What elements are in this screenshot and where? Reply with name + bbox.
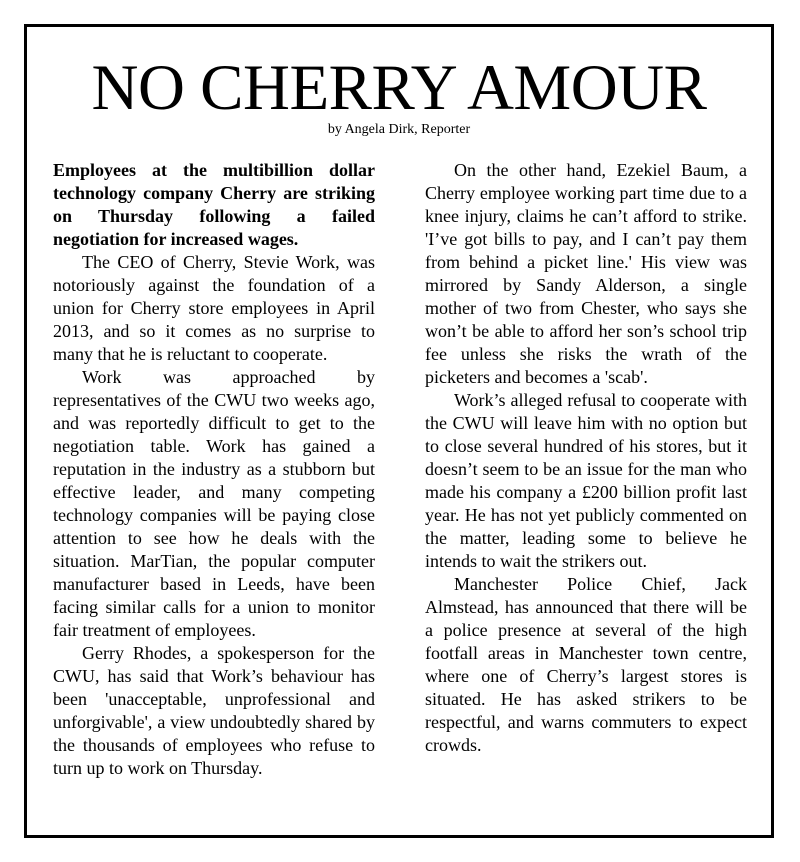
- right-column: [425, 159, 747, 757]
- paragraph: The CEO of Cherry, Stevie Work, was notoriously against the foundation of a union for Cherry store employees in April 2013, and so it comes as no surprise to many that he is reluctant to cooperate.: [53, 252, 375, 364]
- paragraph: Manchester Police Chief, Jack Almstead, has announced that there will be a police presence at several of the high footfall areas in Manchester town centre, where one of Cherry’s largest stores is situated. He has asked strikers to be respectful, and warns commuters to expect crowds.: [425, 574, 747, 755]
- left-column: [53, 159, 375, 780]
- paragraph: Work’s alleged refusal to cooperate with the CWU will leave him with no option but to close several hundred of his stores, but it doesn’t seem to be an issue for the man who made his company a £200 billion profit last year. He has not yet publicly commented on the matter, leading some to believe he intends to wait the strikers out.: [425, 390, 747, 571]
- lead-paragraph: Employees at the multibillion dollar technology company Cherry are striking on Thursday following a failed negotiation for increased wages.: [53, 160, 375, 249]
- paragraph: Gerry Rhodes, a spokesperson for the CWU, has said that Work’s behaviour has been 'unacceptable, unprofessional and unforgivable', a view undoubtedly shared by the thousands of employees who refuse to turn up to work on Thursday.: [53, 643, 375, 778]
- paragraph: Work was approached by representatives of the CWU two weeks ago, and was reportedly difficult to get to the negotiation table. Work has gained a reputation in the industry as a stubborn but effective leader, and many competing technology companies will be paying close attention to see how he deals with the situation. MarTian, the popular computer manufacturer based in Leeds, have been facing similar calls for a union to monitor fair treatment of employees.: [53, 367, 375, 640]
- article-frame: [24, 24, 774, 838]
- paragraph: On the other hand, Ezekiel Baum, a Cherry employee working part time due to a knee injury, claims he can’t afford to strike. 'I’ve got bills to pay, and I can’t pay them from behind a picket line.' His view was mirrored by Sandy Alderson, a single mother of two from Chester, who says she won’t be able to afford her son’s school trip fee unless she risks the wrath of the picketers and becomes a 'scab'.: [425, 160, 747, 387]
- headline: NO CHERRY AMOUR: [91, 52, 707, 124]
- byline: by Angela Dirk, Reporter: [327, 122, 471, 137]
